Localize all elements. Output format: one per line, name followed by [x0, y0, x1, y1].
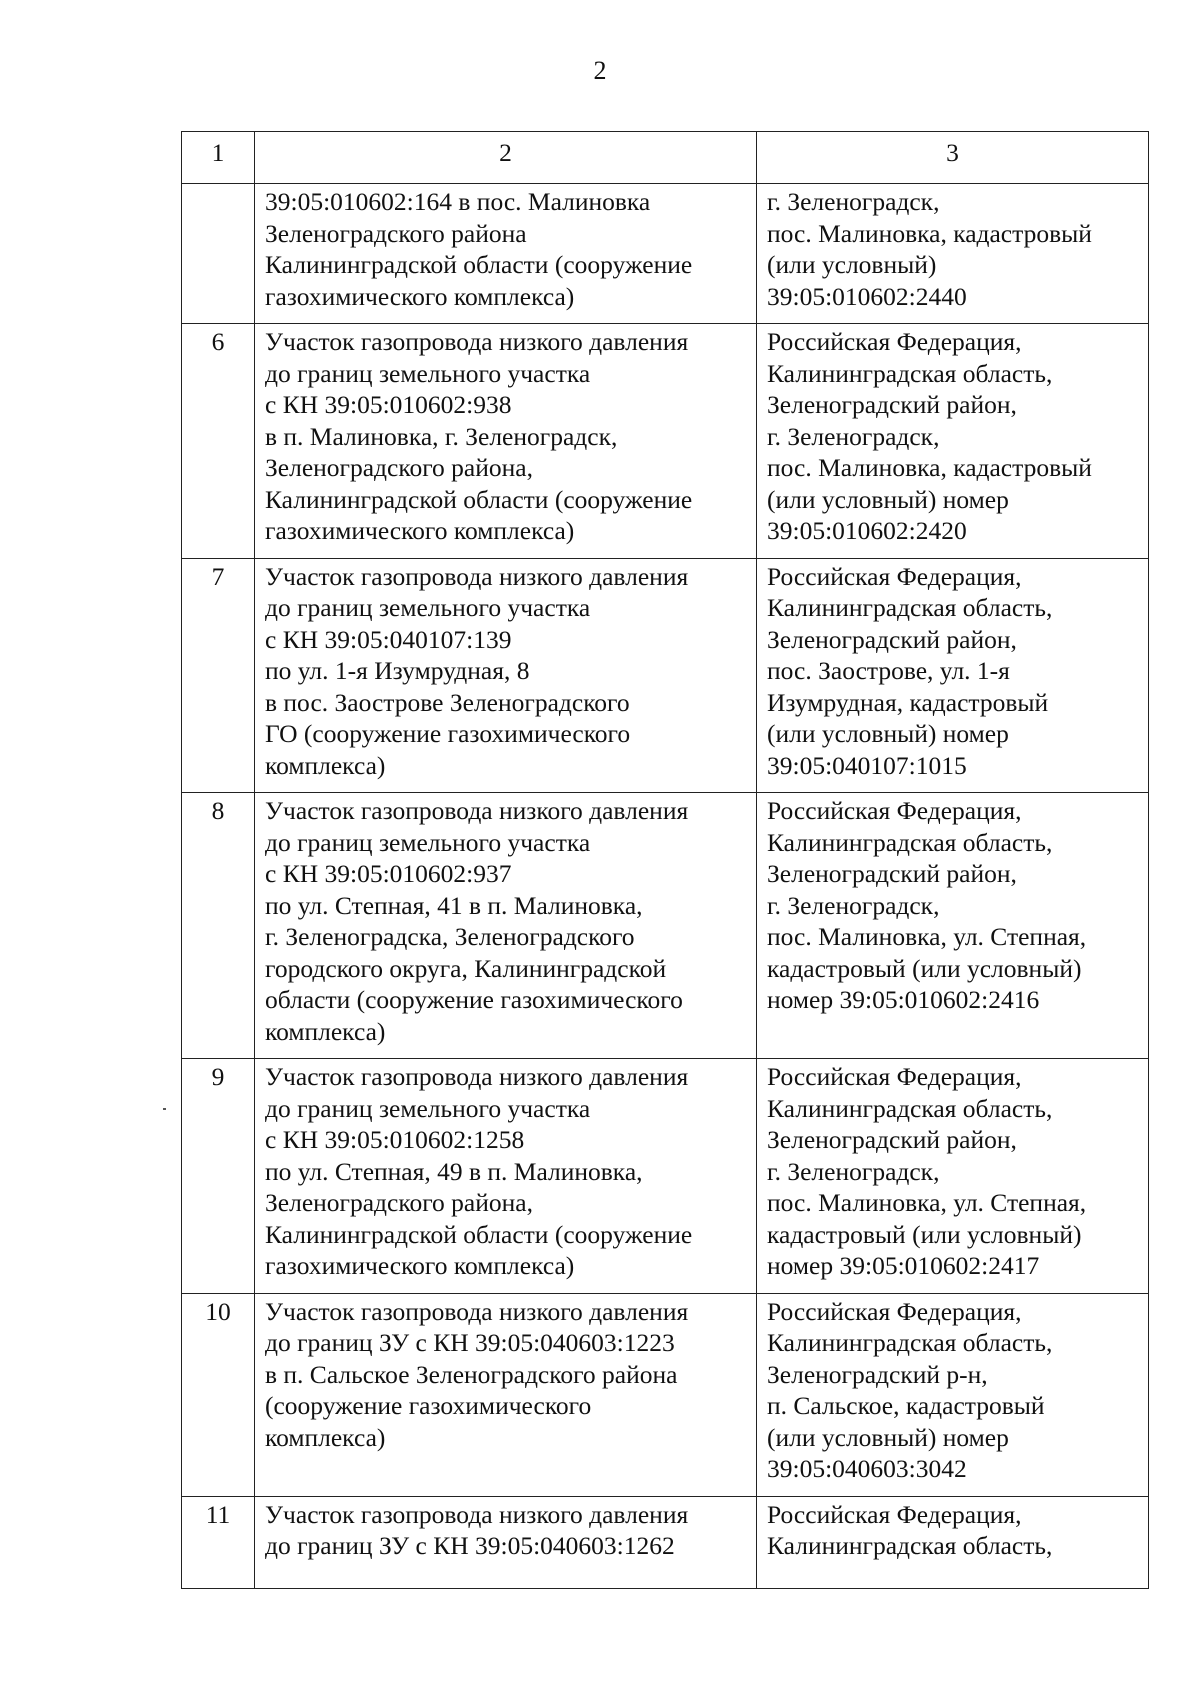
table-row — [182, 1059, 1149, 1294]
objects-table — [181, 131, 1149, 1589]
object-address: Российская Федерация, Калининградская область, Зеленоградский р-н, п. Сальское, кадастровый (или условный) номер 39:05:040603:3042 — [757, 1293, 1149, 1496]
page-number: 2 — [593, 56, 607, 85]
table-row — [182, 184, 1149, 324]
object-description: Участок газопровода низкого давления до границ земельного участка с КН 39:05:010602:938 в п. Малиновка, г. Зеленоградск, Зеленоградского района, Калининградской области (сооружение газохимического комплекса) — [255, 324, 757, 559]
object-description: Участок газопровода низкого давления до границ ЗУ с КН 39:05:040603:1262 — [255, 1496, 757, 1588]
scan-speck — [163, 1108, 166, 1110]
column-header-address: 3 — [757, 132, 1149, 184]
object-description: 39:05:010602:164 в пос. Малиновка Зеленоградского района Калининградской области (сооружение газохимического комплекса) — [255, 184, 757, 324]
object-address: Российская Федерация, Калининградская область, — [757, 1496, 1149, 1588]
object-description: Участок газопровода низкого давления до границ ЗУ с КН 39:05:040603:1223 в п. Сальское Зеленоградского района (сооружение газохимического комплекса) — [255, 1293, 757, 1496]
row-number: 9 — [182, 1059, 255, 1294]
row-number — [182, 184, 255, 324]
object-description: Участок газопровода низкого давления до границ земельного участка с КН 39:05:010602:937 по ул. Степная, 41 в п. Малиновка, г. Зеленоградска, Зеленоградского городского округа, Калининградской области (сооружение газохимического комплекса) — [255, 793, 757, 1059]
object-address: Российская Федерация, Калининградская область, Зеленоградский район, г. Зеленоградск, пос. Малиновка, ул. Степная, кадастровый (или условный) номер 39:05:010602:2416 — [757, 793, 1149, 1059]
object-address: Российская Федерация, Калининградская область, Зеленоградский район, пос. Заострове, ул. 1-я Изумрудная, кадастровый (или условный) номер 39:05:040107:1015 — [757, 558, 1149, 793]
table-row — [182, 558, 1149, 793]
table-row — [182, 1496, 1149, 1588]
object-address: г. Зеленоградск, пос. Малиновка, кадастровый (или условный) 39:05:010602:2440 — [757, 184, 1149, 324]
column-header-object: 2 — [255, 132, 757, 184]
row-number: 6 — [182, 324, 255, 559]
table-row — [182, 324, 1149, 559]
row-number: 7 — [182, 558, 255, 793]
object-address: Российская Федерация, Калининградская область, Зеленоградский район, г. Зеленоградск, пос. Малиновка, ул. Степная, кадастровый (или условный) номер 39:05:010602:2417 — [757, 1059, 1149, 1294]
table-row — [182, 793, 1149, 1059]
object-description: Участок газопровода низкого давления до границ земельного участка с КН 39:05:010602:1258 по ул. Степная, 49 в п. Малиновка, Зеленоградского района, Калининградской области (сооружение газохимического комплекса) — [255, 1059, 757, 1294]
object-description: Участок газопровода низкого давления до границ земельного участка с КН 39:05:040107:139 по ул. 1-я Изумрудная, 8 в пос. Заострове Зеленоградского ГО (сооружение газохимического комплекса) — [255, 558, 757, 793]
row-number: 8 — [182, 793, 255, 1059]
column-header-number: 1 — [182, 132, 255, 184]
row-number: 11 — [182, 1496, 255, 1588]
object-address: Российская Федерация, Калининградская область, Зеленоградский район, г. Зеленоградск, пос. Малиновка, кадастровый (или условный) номер 39:05:010602:2420 — [757, 324, 1149, 559]
table-row — [182, 1293, 1149, 1496]
row-number: 10 — [182, 1293, 255, 1496]
table-header-row — [182, 132, 1149, 184]
